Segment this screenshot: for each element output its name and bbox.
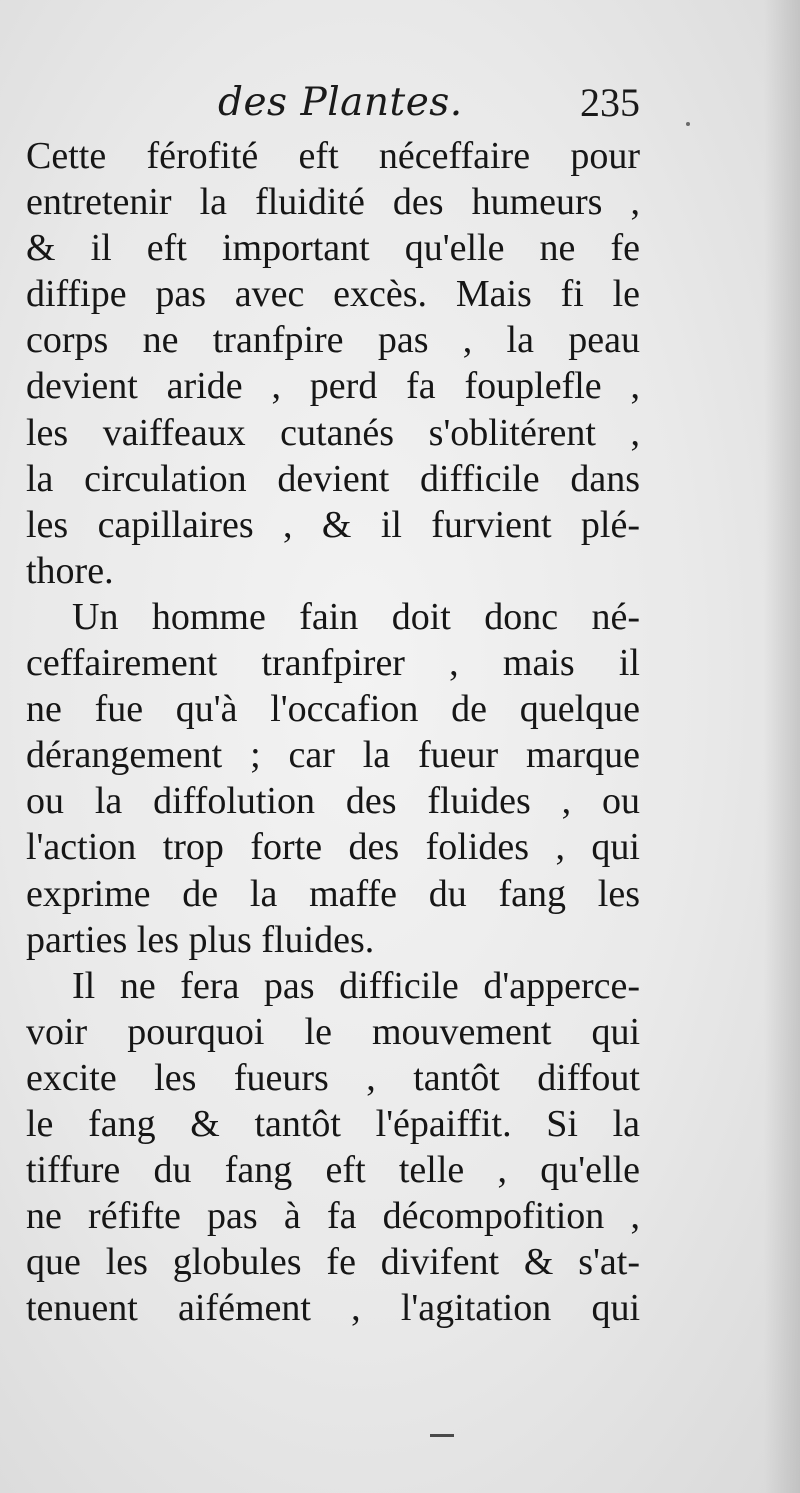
text-line: diffipe pas avec excès. Mais fi le <box>26 273 640 316</box>
text-line: dérangement ; car la fueur marque <box>26 734 640 777</box>
text-line: excite les fueurs , tantôt diffout <box>26 1056 640 1099</box>
text-line: les vaiffeaux cutanés s'oblitérent , <box>26 411 640 454</box>
text-line: ou la diffolution des fluides , ou <box>26 780 640 823</box>
text-line: Un homme fain doit donc né- <box>72 595 640 638</box>
text-line: la circulation devient difficile dans <box>26 457 640 500</box>
text-line: les capillaires , & il furvient plé- <box>26 503 640 546</box>
text-line: entretenir la fluidité des humeurs , <box>26 181 640 224</box>
ink-speck <box>686 122 690 126</box>
text-line: & il eft important qu'elle ne fe <box>26 227 640 270</box>
text-line: Il ne fera pas difficile d'apperce- <box>72 964 640 1007</box>
text-line: ne fue qu'à l'occafion de quelque <box>26 688 640 731</box>
text-line: ceffairement tranfpirer , mais il <box>26 642 640 685</box>
text-line: parties les plus fluides. <box>26 918 375 961</box>
text-line: ne réfifte pas à fa décompofition , <box>26 1195 640 1238</box>
page-number: 235 <box>580 80 640 125</box>
text-line: que les globules fe divifent & s'at- <box>26 1241 640 1284</box>
running-title: des Plantes. <box>218 80 463 125</box>
footer-mark <box>430 1434 454 1437</box>
text-line: voir pourquoi le mouvement qui <box>26 1010 640 1053</box>
text-line: l'action trop forte des folides , qui <box>26 826 640 869</box>
text-line: exprime de la maffe du fang les <box>26 872 640 915</box>
text-line: le fang & tantôt l'épaiffit. Si la <box>26 1102 640 1145</box>
text-line: corps ne tranfpire pas , la peau <box>26 319 640 362</box>
page-header <box>28 78 640 128</box>
body-text <box>26 133 640 1331</box>
text-line: devient aride , perd fa fouplefle , <box>26 365 640 408</box>
text-line: Cette férofité eft néceffaire pour <box>26 135 640 177</box>
page-edge-shadow <box>764 0 800 1493</box>
text-line: tenuent aifément , l'agitation qui <box>26 1287 640 1330</box>
text-line: tiffure du fang eft telle , qu'elle <box>26 1149 640 1192</box>
text-line: thore. <box>26 549 114 592</box>
